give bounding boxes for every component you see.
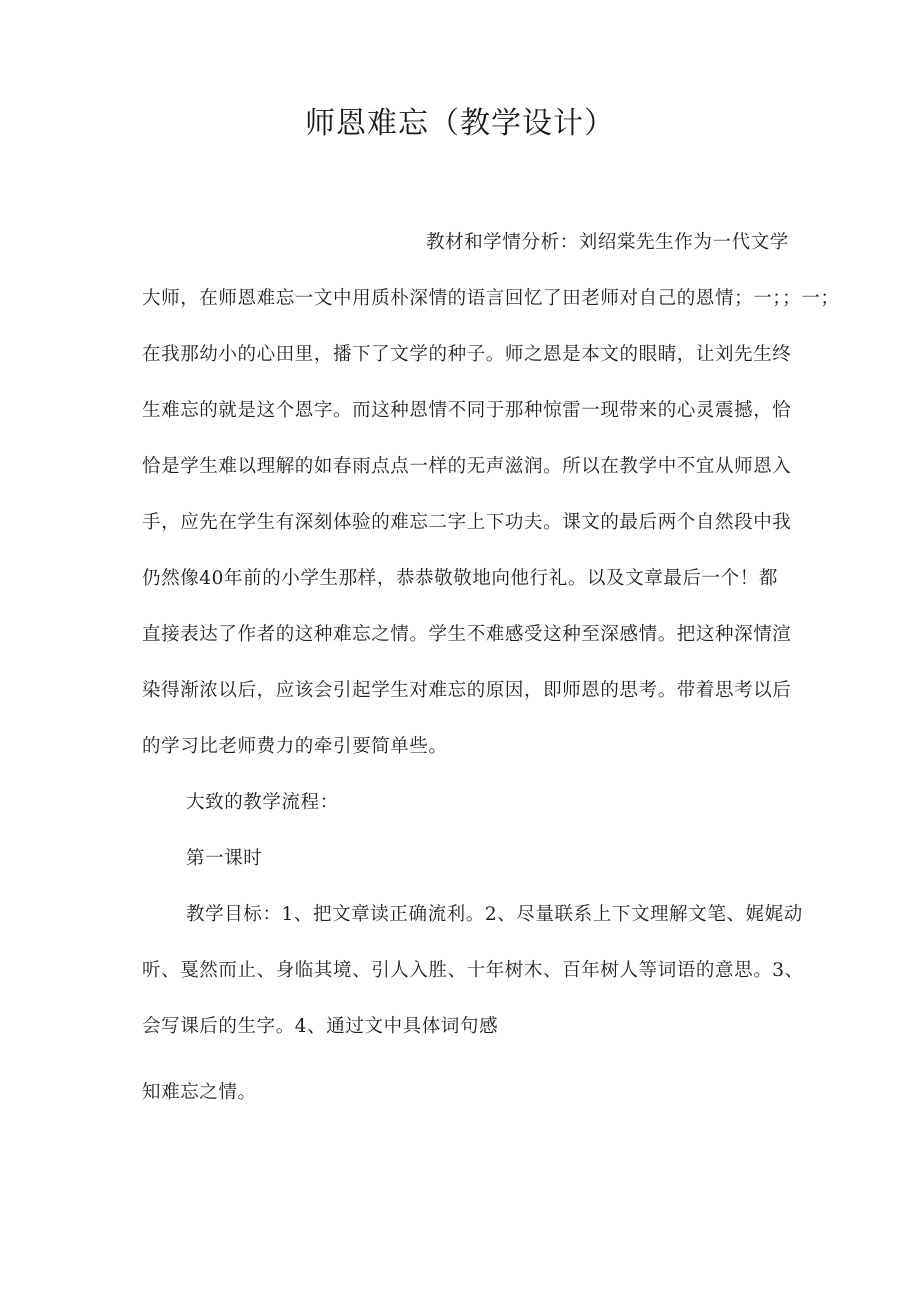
lesson-heading: 第一课时	[186, 848, 263, 869]
analysis-line: 生难忘的就是这个恩字。而这种恩情不同于那种惊雷一现带来的心灵震撼，恰	[142, 400, 792, 421]
analysis-line: 在我那幼小的心田里，播下了文学的种子。师之恩是本文的眼睛，让刘先生终	[142, 344, 792, 365]
objective-line: 教学目标：1、把文章读正确流利。2、尽量联系上下文理解文笔、娓娓动	[186, 904, 803, 925]
analysis-line: 染得渐浓以后，应该会引起学生对难忘的原因，即师恩的思考。带着思考以后	[142, 680, 792, 701]
objective-line: 会写课后的生字。4、通过文中具体词句感	[142, 1016, 499, 1037]
analysis-line: 直接表达了作者的这种难忘之情。学生不难感受这种至深感情。把这种深情渲	[142, 624, 792, 645]
analysis-line: 恰是学生难以理解的如春雨点点一样的无声滋润。所以在教学中不宜从师恩入	[142, 456, 792, 477]
document-title: 师恩难忘（教学设计）	[305, 106, 615, 141]
objective-line: 听、戛然而止、身临其境、引人入胜、十年树木、百年树人等词语的意思。3、	[142, 960, 804, 981]
analysis-line: 教材和学情分析：刘绍棠先生作为一代文学	[426, 232, 789, 253]
process-heading: 大致的教学流程：	[186, 792, 339, 813]
analysis-line: 的学习比老师费力的牵引要简单些。	[142, 736, 448, 757]
analysis-line: 大师，在师恩难忘一文中用质朴深情的语言回忆了田老师对自己的恩情；一；；一；	[142, 288, 840, 309]
analysis-line: 手，应先在学生有深刻体验的难忘二字上下功夫。课文的最后两个自然段中我	[142, 512, 792, 533]
objective-line: 知难忘之情。	[142, 1082, 257, 1103]
analysis-line: 仍然像40年前的小学生那样，恭恭敬敬地向他行礼。以及文章最后一个！都	[142, 568, 778, 589]
